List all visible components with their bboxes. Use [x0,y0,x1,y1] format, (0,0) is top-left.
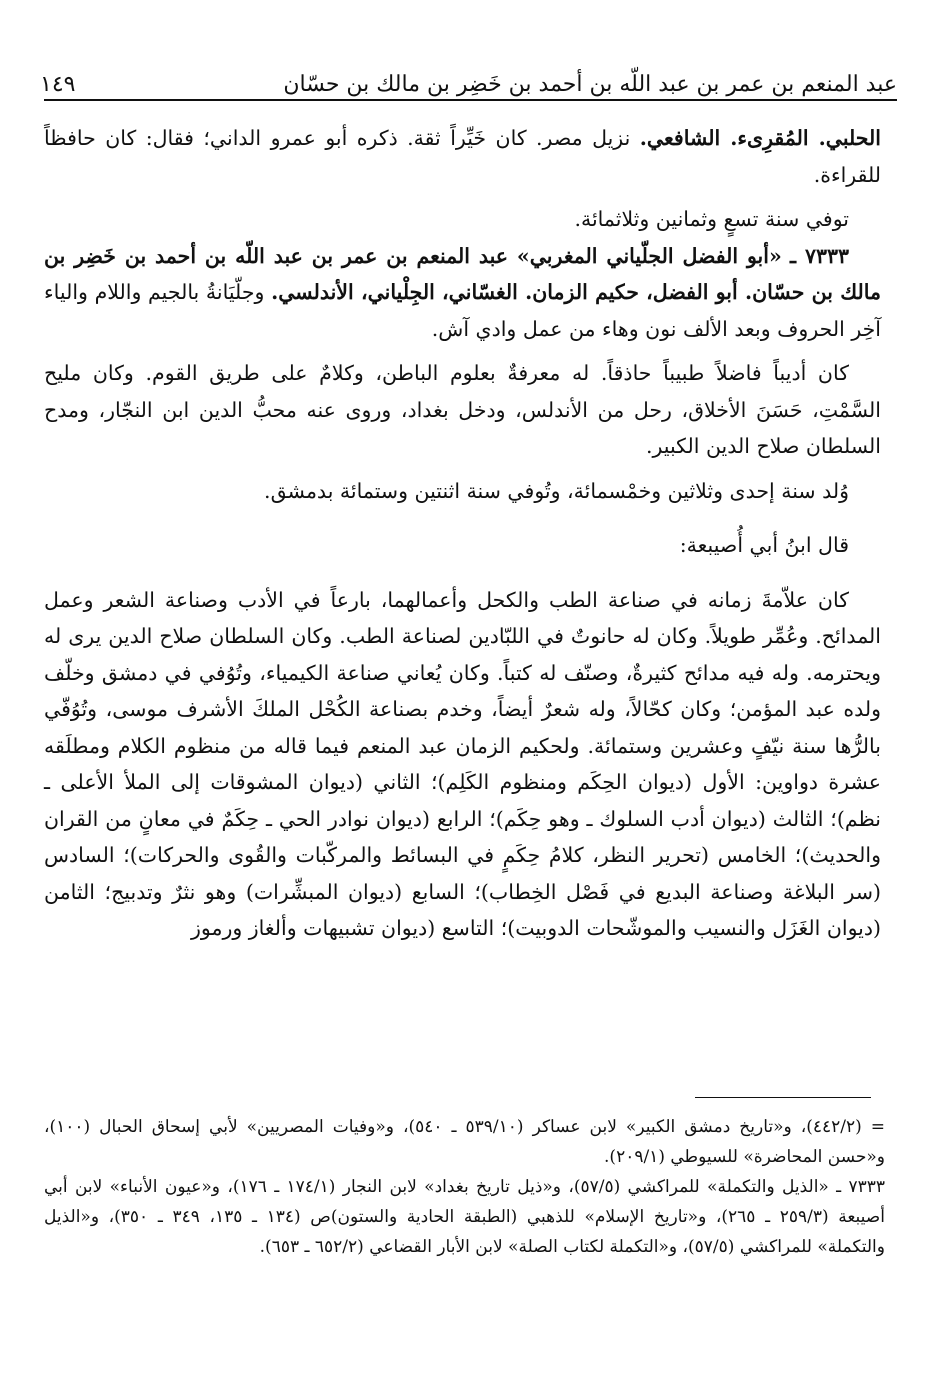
main-text [44,120,881,947]
entry-number: ٧٣٣٣ ـ [790,243,849,268]
quote-paragraph: كان علاّمةَ زمانه في صناعة الطب والكحل وأعمالهما، بارعاً في الأدب وصناعة الشعر وعمل المدائح. وعُمِّر طويلاً. وكان له حانوتٌ في اللبّادين لصناعة الطب. وكان السلطان صلاح الدين يرى له ويحترمه. وله فيه مدائح كثيرةٌ، وصنّف له كتباً. وكان يُعاني صناعة الكيمياء، وتُوُفي في دمشق وخلّف ولده عبد المؤمن؛ وكان كحّالاً، وله شعرٌ أيضاً، وخدم بصناعة الكُحْل الملكَ الأشرف موسى، وتُوُفّي بالرُّها سنة نيّفٍ وعشرين وستمائة. ولحكيم الزمان عبد المنعم فيما قاله من منظوم الكلام ومطلَقه عشرة دواوين: الأول (ديوان الحِكَم ومنظوم الكَلِم)؛ الثاني (ديوان المشوقات إلى الملأ الأعلى ـ نظم)؛ الثالث (ديوان أدب السلوك ـ وهو حِكَم)؛ الرابع (ديوان نوادر الحي ـ حِكَمٌ في معانٍ من القران والحديث)؛ الخامس (تحرير النظر، كلامُ حِكَمٍ في البسائط والمركّبات والقُوى والحركات)؛ السادس (سر البلاغة وصناعة البديع في فَصْل الخِطاب)؛ السابع (ديوان المبشِّرات) وهو نثرٌ وتدبيج؛ الثامن (ديوان الغَزَل والنسيب والموشّحات الدوبيت)؛ التاسع (ديوان تشبيهات وألغاز ورموز [44,587,881,940]
running-title: عبد المنعم بن عمر بن عبد اللّه بن أحمد بن خَضِر بن مالك بن حسّان [283,72,897,97]
previous-entry-paragraph [44,120,881,193]
previous-entry-death: توفي سنة تسعٍ وثمانين وثلاثمائة. [574,207,849,231]
entry-heading: «أبو الفضل الجلّياني المغربي» عبد المنعم بن عمر بن عبد اللّه بن أحمد بن خَضِر بن مالك بن حسّان. أبو الفضل، حكيم الزمان. الغسّاني، الجِلْياني، الأندلسي. [44,243,881,304]
quote-intro: قال ابنُ أبي أُصيبعة: [679,533,849,557]
footnote-continuation: = (٤٤٢/٢)، و«تاريخ دمشق الكبير» لابن عساكر (٥٣٩/١٠ ـ ٥٤٠)، و«وفيات المصريين» لأبي إسحاق الحبال (١٠٠)، و«حسن المحاضرة» للسيوطي (٢٠٩/١). [44,1117,886,1167]
entry-heading-paragraph [44,238,881,348]
previous-entry-bold-lead: الحلبي. المُقرِىء. الشافعي. [639,126,881,150]
birth-death-paragraph: وُلد سنة إحدى وثلاثين وخمْسمائة، وتُوفي سنة اثنتين وستمائة بدمشق. [264,478,849,503]
biography-paragraph: كان أديباً فاضلاً طبيباً حاذقاً. له معرفةٌ بعلوم الباطن، وكلامٌ على طريق القوم. وكان مليح السَّمْتِ، حَسَنَ الأخلاق، رحل من الأندلس، ودخل بغداد، وروى عنه محبُّ الدين ابن النجّار، ومدح السلطان صلاح الدين الكبير. [44,361,881,458]
previous-entry-text: نزيل مصر. كان خَيِّراً ثقة. ذكره أبو عمرو الداني؛ فقال: كان حافظاً للقراءة. [44,126,881,187]
page-header [28,52,897,96]
footnotes [44,1112,885,1262]
footnote-rule [695,1097,871,1098]
header-rule [44,99,897,101]
entry-nisba-note: وجلّيَانةُ بالجيم واللام والياء آخِر الحروف وبعد الألف نون وهاء من عمل وادي آش. [44,280,881,341]
page-number: ١٤٩ [40,72,76,97]
footnote-7333: ٧٣٣٣ ـ «الذيل والتكملة» للمراكشي (٥٧/٥)، و«ذيل تاريخ بغداد» لابن النجار (١٧٤/١ ـ ١٧٦)، و«عيون الأنباء» لابن أبي أصيبعة (٢٥٩/٣ ـ ٢٦٥)، و«تاريخ الإسلام» للذهبي (الطبقة الحادية والستون)ص (١٣٤ ـ ١٣٥، ٣٤٩ ـ ٣٥٠)، و«الذيل والتكملة» للمراكشي (٥٧/٥)، و«التكملة لكتاب الصلة» لابن الأبار القضاعي (٦٥٢/٢ ـ ٦٥٣). [44,1177,886,1257]
